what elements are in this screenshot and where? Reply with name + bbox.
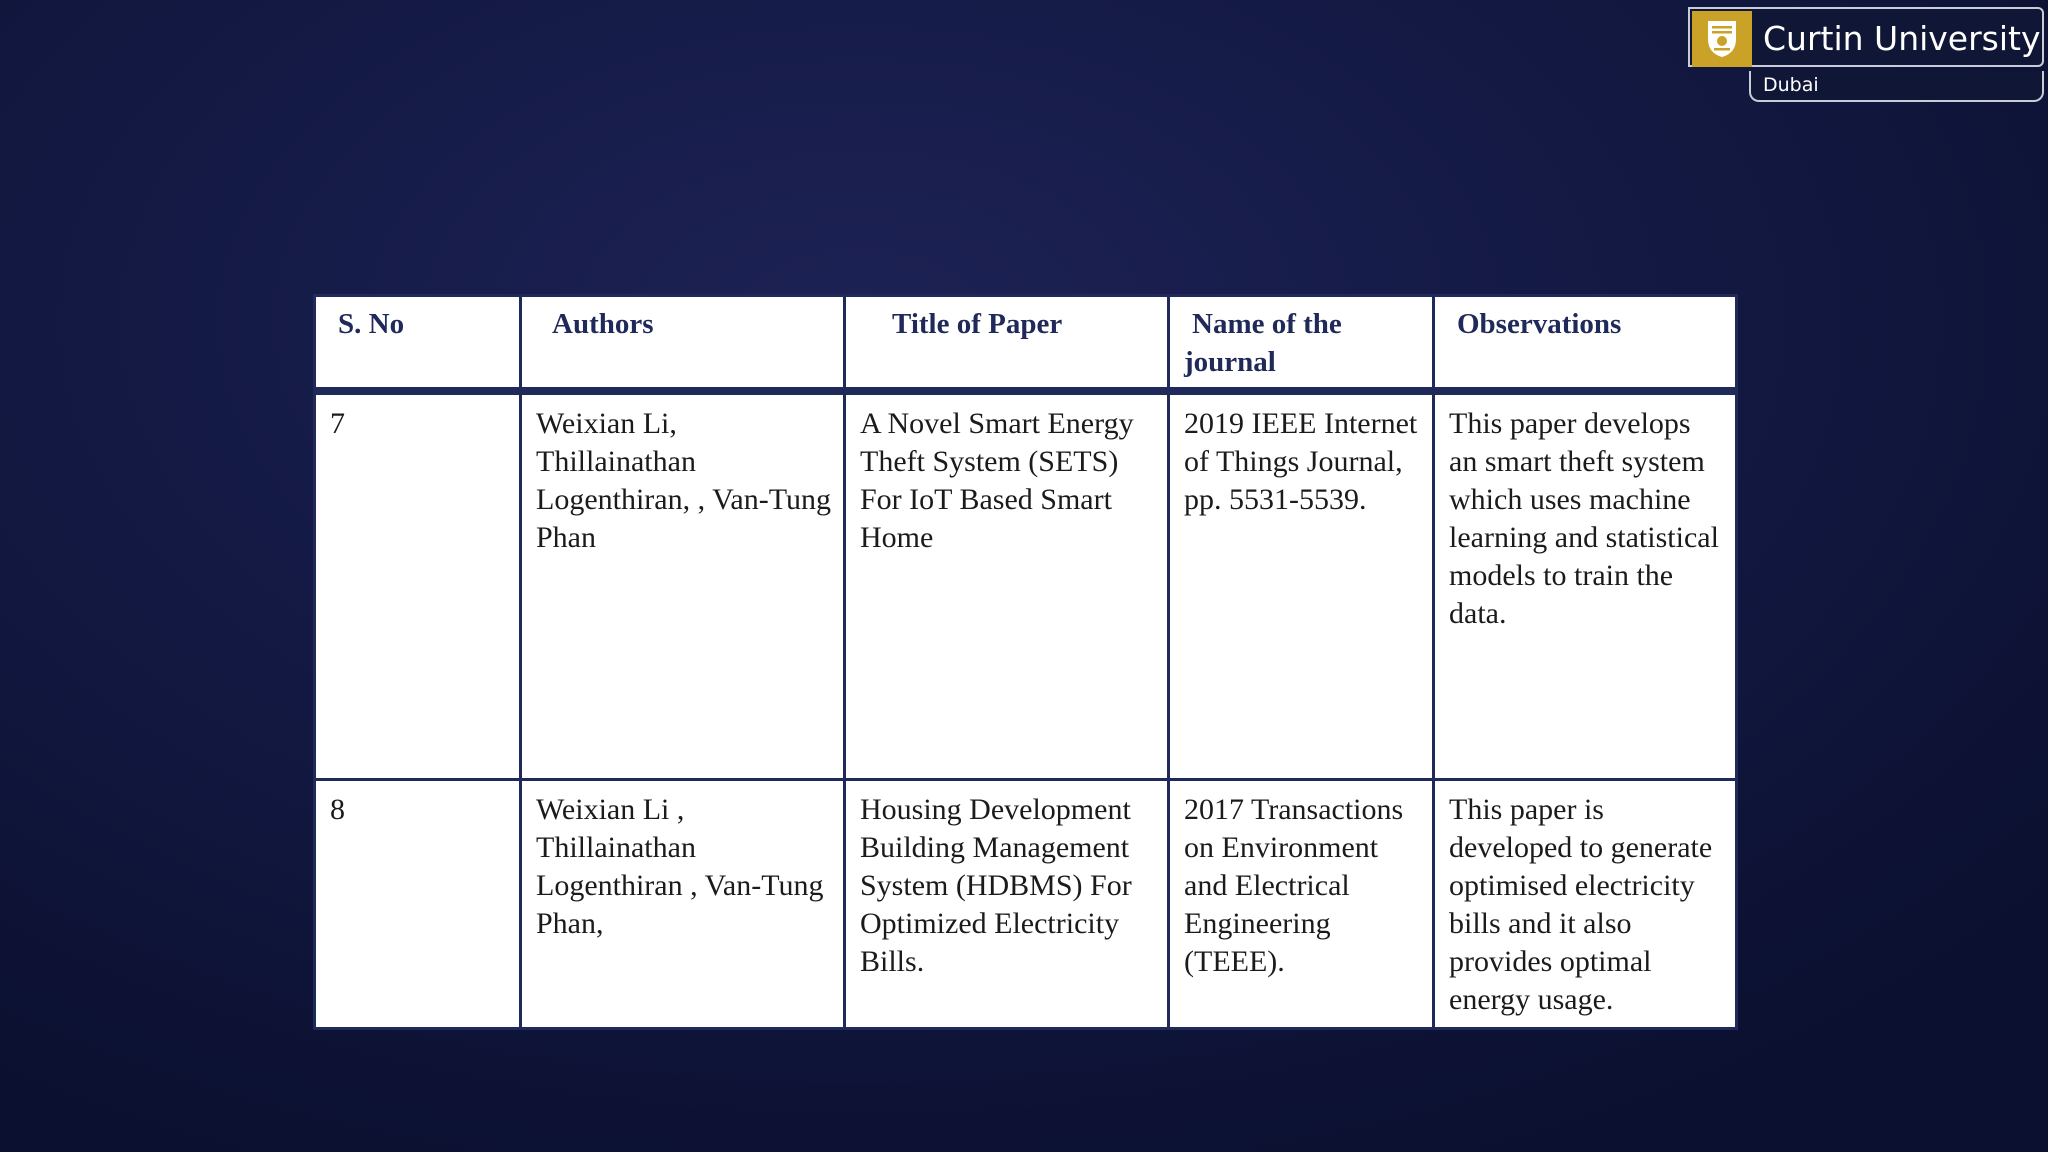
table-row	[315, 391, 1737, 779]
table-row	[315, 779, 1737, 1028]
cell-observations: This paper develops an smart theft system which uses machine learning and statistical models to train the data.	[1434, 391, 1737, 779]
logo-campus-name: Dubai	[1763, 74, 1819, 96]
cell-authors: Weixian Li, Thillainathan Logenthiran, , Van-Tung Phan	[521, 391, 845, 779]
header-authors: Authors	[521, 296, 845, 392]
cell-journal: 2017 Transactions on Environment and Electrical Engineering (TEEE).	[1169, 779, 1434, 1028]
header-sno: S. No	[315, 296, 521, 392]
curtin-logo	[1688, 7, 2046, 103]
cell-observations: This paper is developed to generate optimised electricity bills and it also provides optimal energy usage.	[1434, 779, 1737, 1028]
cell-journal: 2019 IEEE Internet of Things Journal, pp. 5531-5539.	[1169, 391, 1434, 779]
cell-authors: Weixian Li , Thillainathan Logenthiran , Van-Tung Phan,	[521, 779, 845, 1028]
header-observations: Observations	[1434, 296, 1737, 392]
logo-main-box	[1688, 7, 2044, 67]
cell-sno: 8	[315, 779, 521, 1028]
logo-campus-box	[1749, 71, 2044, 102]
cell-sno: 7	[315, 391, 521, 779]
literature-table	[313, 294, 1738, 1030]
logo-university-name: Curtin University	[1763, 19, 2041, 58]
table-header-row	[315, 296, 1737, 392]
header-journal: Name of the journal	[1169, 296, 1434, 392]
crest-icon	[1692, 11, 1752, 67]
cell-title: A Novel Smart Energy Theft System (SETS) For IoT Based Smart Home	[845, 391, 1169, 779]
cell-title: Housing Development Building Management System (HDBMS) For Optimized Electricity Bills.	[845, 779, 1169, 1028]
header-title: Title of Paper	[845, 296, 1169, 392]
